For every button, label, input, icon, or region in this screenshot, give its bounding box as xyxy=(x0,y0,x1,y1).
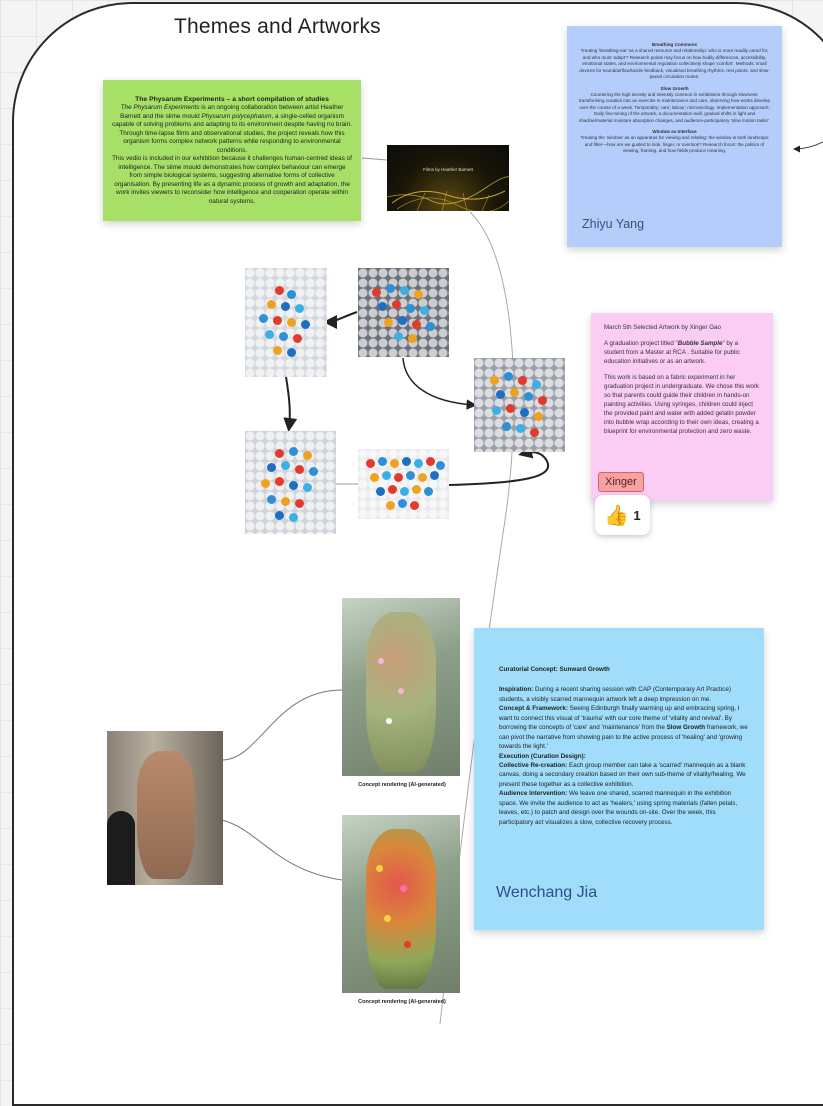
connector-mannequin-bottom xyxy=(222,820,342,880)
concept-rendering-image-1[interactable] xyxy=(342,598,460,776)
section-heading: Window as Interface xyxy=(652,129,697,135)
rendering-caption-1: Concept rendering (AI-generated) xyxy=(358,782,446,788)
physarum-note-text: The Physarum Experiments is an ongoing collaboration between artist Heather Barnett and the slime mould Physarum polycephalum, a single-celled organism capable of solving problems and adapting to its environment despite having no brain. Through time-lapse films and observational studies, the project reveals how this organism forms complex network patterns while responding to environmental conditions. xyxy=(112,104,352,154)
rendering-caption-2: Concept rendering (AI-generated) xyxy=(358,999,446,1005)
user-tag-xinger[interactable]: Xinger xyxy=(598,472,644,492)
connector-blue-right xyxy=(795,142,823,149)
arrow-bottom-to-right xyxy=(449,452,548,485)
wenchang-sticky-note[interactable] xyxy=(474,628,764,930)
arrow-top-to-left xyxy=(327,312,357,322)
video-caption: Films by Heather Barnett xyxy=(423,167,473,172)
section-body: Treating the 'window' as an apparatus for viewing and relating: the window is both landscape and filter—how are we guided to look, linger, or overlook? Research focus: the politics of viewing, framing, and how fields produce meaning. xyxy=(580,135,769,154)
physarum-note-title: The Physarum Experiments – a short compilation of studies xyxy=(135,96,329,103)
bubble-sample-image-3[interactable] xyxy=(474,358,565,452)
physarum-video-thumbnail[interactable] xyxy=(387,145,509,211)
note-author: Zhiyu Yang xyxy=(582,216,645,231)
physarum-sticky-note[interactable] xyxy=(103,80,361,221)
curatorial-title: Curatorial Concept: Sunward Growth xyxy=(499,666,610,673)
concept-rendering-image-2[interactable] xyxy=(342,815,460,993)
note-paragraph-2: This work is based on a fabric experiment in her graduation project in undergraduate. We chose this work so that parents could guide their children in hands-on painting activities. Using syringes, children could inject the provided paint and water with added gelatin powder into bubble wrap according to their own ideas, creating a blueprint for environmental protection and zero waste. xyxy=(604,373,760,435)
section-body: Countering the high density and intensity common in exhibitions through slowness: transforming curation into an exercise in maintenance and care, observing how works develop over the course of a week. Temporality; care; labour; microecology. Implementation approach: Daily fine-tuning of the artwork, a documentation wall, gradual shifts in light and shadow/material moisture absorption changes, and audience-participatory 'slow motion tasks'. xyxy=(579,91,770,123)
note-author: Wenchang Jia xyxy=(496,884,598,901)
section-body: Treating 'breathing-ear' as a shared resource and relationship: who is more readily cared for, and who must 'adapt'? Research points may focus on how bodily differences, accessibility, emotional states, and environmental regulation collectively shape 'comfort'. Methods: small devices for sound/airflow/tactile feedback, visualised breathing rhythms, rest points, and slow-paced circulation routes. xyxy=(579,48,770,80)
execution-heading: Execution (Curation Design): xyxy=(499,752,586,760)
thumbs-up-icon: 👍 xyxy=(604,504,630,527)
section-heading: Breathing Commons xyxy=(651,42,698,47)
bubble-sample-image-5[interactable] xyxy=(358,449,449,519)
reaction-badge[interactable] xyxy=(595,495,650,535)
arrow-left-down xyxy=(286,377,290,428)
intervention-paragraph: Audience Intervention: We leave one shared, scarred mannequin in the exhibition space. We invite the audience to act as 'healers,' using spring materials (fallen petals, leaves, etc.) to patch and design over the wounds on-site. Over the week, this participatory act visualizes a slow, collective recovery process. xyxy=(499,790,738,826)
bubble-sample-image-2[interactable] xyxy=(358,268,449,357)
arrow-top-to-right xyxy=(403,358,474,405)
physarum-note-text-2: This vedio is included in our exhibition because it challenges human-centred ideas of intelligence. The slime mould demonstrates how complex behaviour can emerge from simple biological systems, suggesting alternative forms of collective organisation. By presenting life as a dynamic process of growth and adaptation, the work invites viewers to reconsider how intelligence and cooperation operate within natural systems. xyxy=(112,155,352,205)
bubble-sample-image-1[interactable] xyxy=(245,268,327,377)
scarred-mannequin-photo[interactable] xyxy=(107,731,223,885)
connector-mannequin-top xyxy=(222,690,342,760)
reaction-count: 1 xyxy=(633,507,641,523)
board-title: Themes and Artworks xyxy=(174,15,381,38)
note-paragraph: A graduation project titled "Bubble Sample" by a student from a Master at RCA . Suitable for public education initiatives or as an artwork. xyxy=(604,339,740,365)
slime-network-image xyxy=(387,145,509,211)
note-date-line: March 5th Selected Artwork by Xinger Gao xyxy=(604,324,721,331)
recreation-paragraph: Collective Re-creation: Each group member can take a 'scarred' mannequin as a blank canvas, doing a secondary creation based on their own sub-theme of vitality/healing. We present these together as a collective exhibition. xyxy=(499,761,746,788)
bubble-sample-image-4[interactable] xyxy=(245,431,336,534)
connector-green-video xyxy=(362,158,387,160)
zhiyu-sticky-note[interactable] xyxy=(567,26,782,247)
section-heading: Slow Growth xyxy=(660,85,689,91)
concept-paragraph: Concept & Framework: Seeing Edinburgh finally warming up and embracing spring, I want to connect this visual of 'trauma' with our core theme of 'vitality and revival'. By borrowing the concepts of 'care' and 'maintenance' from the Slow Growth framework, we can pivot the narrative from showing pain to the active process of 'healing' and 'growing towards the light.' xyxy=(499,705,748,751)
inspiration-paragraph: Inspiration: During a recent sharing session with CAP (Contemporary Art Practice) students, a visibly scarred mannequin artwork left a deep impression on me. xyxy=(499,686,731,703)
